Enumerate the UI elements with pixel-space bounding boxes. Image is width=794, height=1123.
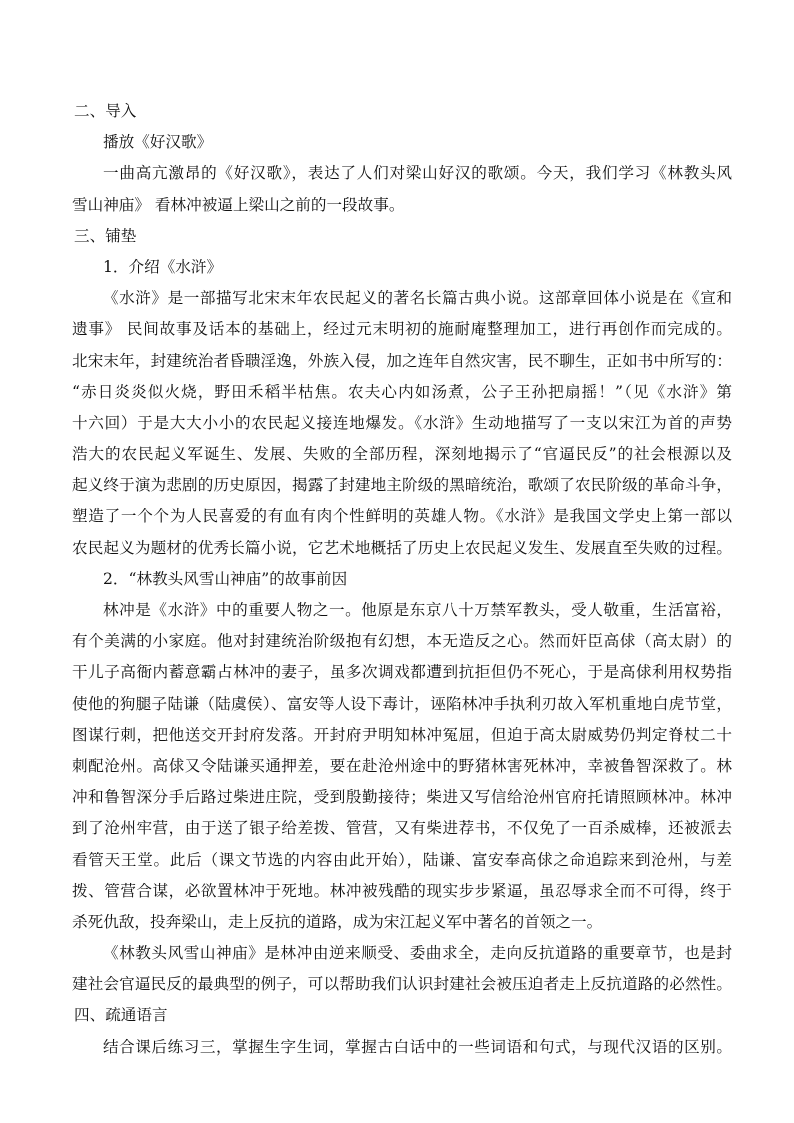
paragraph-line: 杀死仇敌，投奔梁山，走上反抗的道路，成为宋江起义军中著名的首领之一。 <box>72 912 603 931</box>
paragraph-line: 拨、管营合谋，必欲置林冲于死地。林冲被残酷的现实步步紧逼，虽忍辱求全而不可得，终于 <box>72 881 732 900</box>
paragraph-line: 有个美满的小家庭。他对封建统治阶级抱有幻想，本无造反之心。然而奸臣高俅（高太尉）的 <box>72 632 732 651</box>
section-heading-intro: 二、导入 <box>74 102 137 120</box>
paragraph-line: 农民起义为题材的优秀长篇小说，它艺术地概括了历史上农民起义发生、发展直至失败的过程。 <box>72 538 732 557</box>
paragraph-line: 使他的狗腿子陆谦（陆虞侯）、富安等人设下毒计，诬陷林冲手执利刃故入军机重地白虎节堂， <box>72 694 732 713</box>
paragraph-line: 刺配沧州。高俅又令陆谦买通押差，要在赴沧州途中的野猪林害死林冲，幸被鲁智深救了。林 <box>72 756 732 775</box>
paragraph-line: “赤日炎炎似火烧，野田禾稻半枯焦。农夫心内如汤煮，公子王孙把扇摇！”（见《水浒》第 <box>72 382 732 401</box>
section-heading-background: 三、铺垫 <box>74 226 137 245</box>
document-page <box>72 96 732 1063</box>
paragraph-line: 干儿子高衙内蓄意霸占林冲的妻子，虽多次调戏都遭到抗拒但仍不死心，于是高俅利用权势指 <box>72 663 732 682</box>
subsection-heading-story-cause: 2．“林教头风雪山神庙”的故事前因 <box>103 569 348 588</box>
paragraph-line: 到了沧州牢营，由于送了银子给差拨、管营，又有柴进荐书，不仅免了一百杀威棒，还被派去 <box>72 819 732 838</box>
subsection-heading-shuihu: 1．介绍《水浒》 <box>103 257 223 276</box>
paragraph-line: 冲和鲁智深分手后路过柴进庄院，受到殷勤接待；柴进又写信给沧州官府托请照顾林冲。林冲 <box>72 788 732 807</box>
paragraph-line: 浩大的农民起义军诞生、发展、失败的全部历程，深刻地揭示了“官逼民反”的社会根源以及 <box>72 445 732 464</box>
paragraph-line: 看管天王堂。此后（课文节选的内容由此开始），陆谦、富安奉高俅之命追踪来到沧州，与差 <box>72 850 732 869</box>
section-heading-language: 四、疏通语言 <box>74 1006 168 1025</box>
paragraph-line: 图谋行刺，把他送交开封府发落。开封府尹明知林冲冤屈，但迫于高太尉威势仍判定脊杖二十 <box>72 725 732 744</box>
paragraph-line: 播放《好汉歌》 <box>103 133 213 152</box>
paragraph-line: 北宋末年，封建统治者昏聩淫逸，外族入侵，加之连年自然灾害，民不聊生，正如书中所写的： <box>72 351 732 370</box>
paragraph-line: 十六回）于是大大小小的农民起义接连地爆发。《水浒》生动地描写了一支以宋江为首的声势 <box>72 413 732 432</box>
paragraph-line: 遗事》 民间故事及话本的基础上，经过元末明初的施耐庵整理加工，进行再创作而完成的。 <box>72 320 732 339</box>
paragraph-line: 《水浒》是一部描写北宋末年农民起义的著名长篇古典小说。这部章回体小说是在《宣和 <box>103 289 732 308</box>
paragraph-line: 雪山神庙》 看林冲被逼上梁山之前的一段故事。 <box>72 195 405 214</box>
paragraph-line: 结合课后练习三，掌握生字生词，掌握古白话中的一些词语和句式，与现代汉语的区别。 <box>103 1037 732 1056</box>
paragraph-line: 一曲高亢激昂的《好汉歌》，表达了人们对梁山好汉的歌颂。今天，我们学习《林教头风 <box>103 164 732 183</box>
paragraph-line: 林冲是《水浒》中的重要人物之一。他原是东京八十万禁军教头，受人敬重，生活富裕， <box>103 601 732 619</box>
paragraph-line: 建社会官逼民反的最典型的例子，可以帮助我们认识封建社会被压迫者走上反抗道路的必然性。 <box>72 975 732 994</box>
paragraph-line: 起义终于演为悲剧的历史原因，揭露了封建地主阶级的黑暗统治，歌颂了农民阶级的革命斗争， <box>72 476 732 495</box>
paragraph-line: 《林教头风雪山神庙》是林冲由逆来顺受、委曲求全，走向反抗道路的重要章节，也是封 <box>103 944 732 963</box>
paragraph-line: 塑造了一个个为人民喜爱的有血有肉个性鲜明的英雄人物。《水浒》是我国文学史上第一部以 <box>72 507 732 526</box>
